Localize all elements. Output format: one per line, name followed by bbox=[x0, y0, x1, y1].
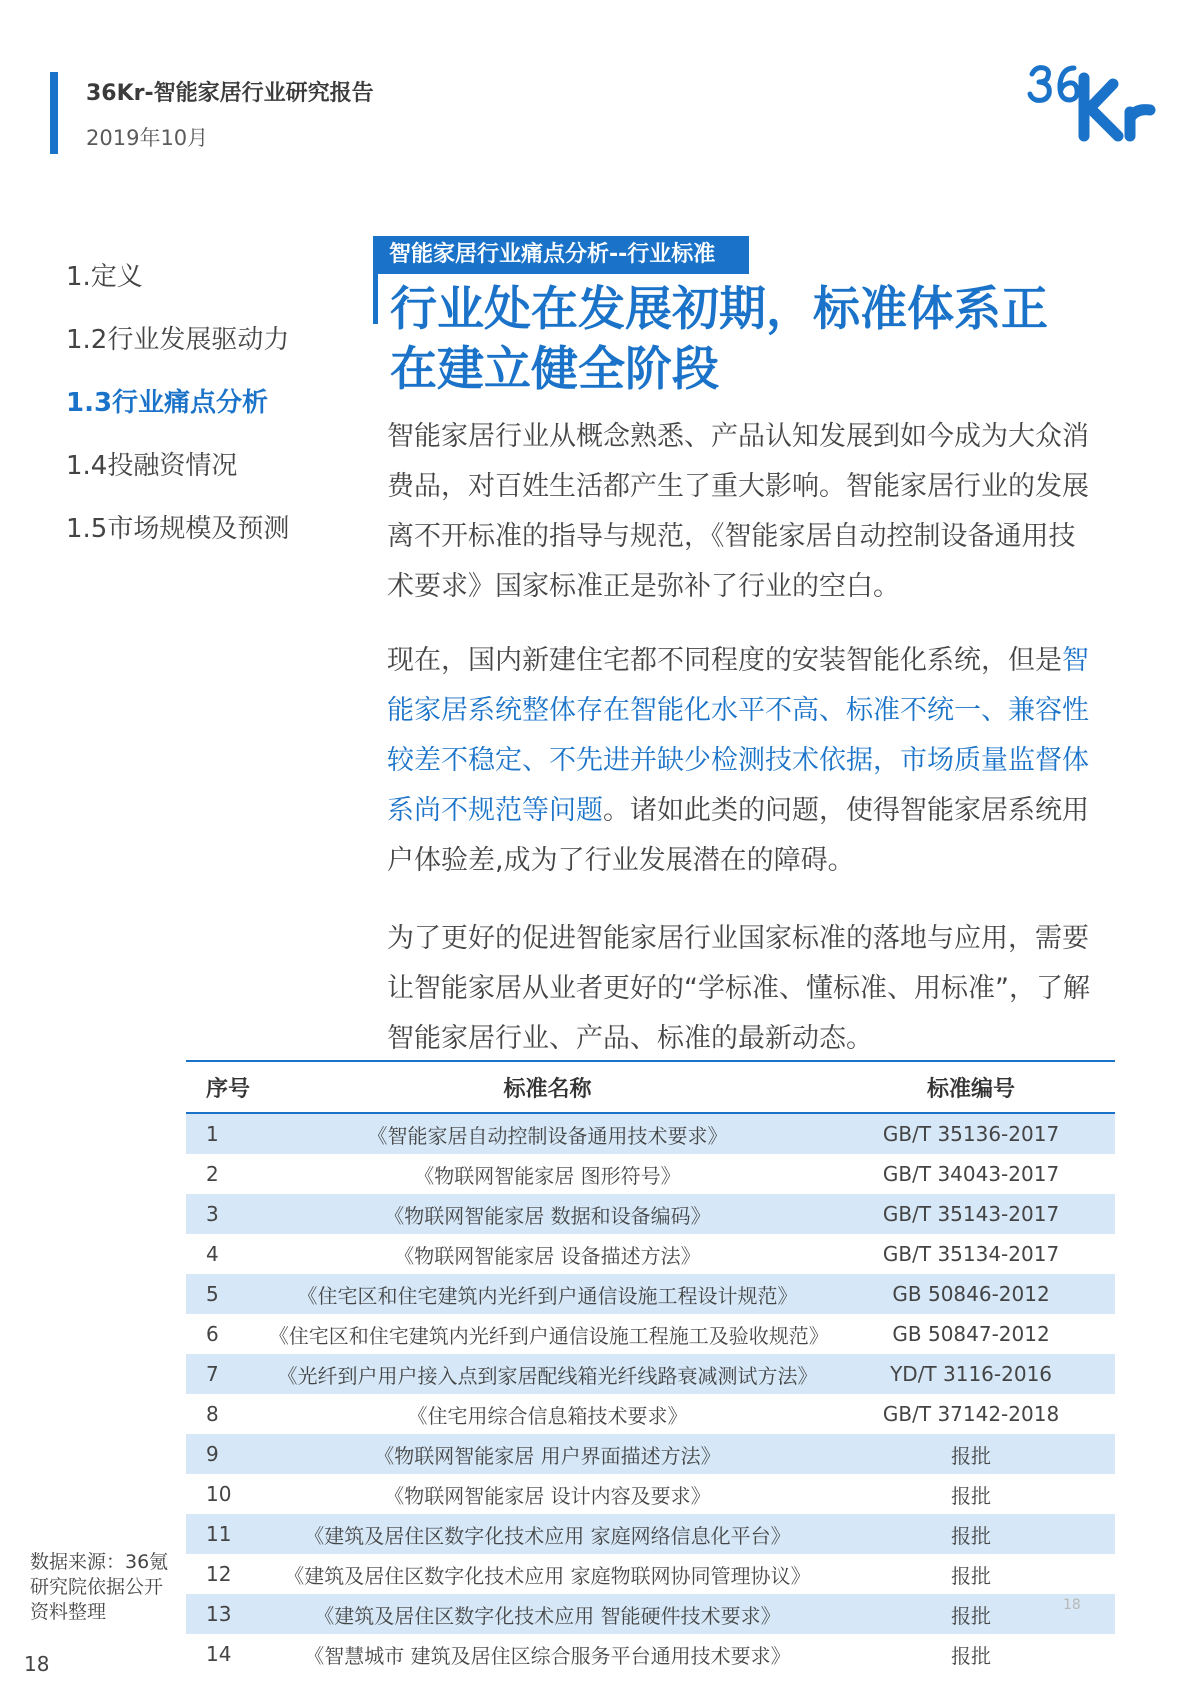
header-no: 序号 bbox=[206, 1076, 251, 1102]
row-number: 13 bbox=[206, 1602, 232, 1626]
headline-accent-bar bbox=[373, 274, 378, 324]
standard-code: GB/T 35143-2017 bbox=[882, 1202, 1060, 1226]
table-row bbox=[186, 1634, 1115, 1674]
nav-item-drivers[interactable]: 1.2行业发展驱动力 bbox=[66, 325, 290, 355]
standard-name: 《建筑及居住区数字化技术应用 智能硬件技术要求》 bbox=[314, 1603, 781, 1628]
table-row bbox=[186, 1234, 1115, 1274]
standard-code: GB/T 35136-2017 bbox=[882, 1122, 1060, 1146]
standard-code: YD/T 3116-2016 bbox=[890, 1362, 1053, 1386]
table-row bbox=[186, 1554, 1115, 1594]
header-name: 标准名称 bbox=[503, 1076, 592, 1102]
row-number: 14 bbox=[206, 1642, 232, 1666]
standard-code: 报批 bbox=[951, 1603, 992, 1628]
chapter-nav bbox=[66, 262, 289, 577]
headline bbox=[390, 280, 1130, 400]
report-date: 2019年10月 bbox=[86, 126, 209, 150]
row-number: 1 bbox=[206, 1122, 219, 1146]
nav-item-definition[interactable]: 1.定义 bbox=[66, 262, 143, 292]
page-marker: 18 bbox=[1063, 1597, 1081, 1613]
table-row bbox=[186, 1154, 1115, 1194]
table-row bbox=[186, 1394, 1115, 1434]
paragraph-1: 智能家居行业从概念熟悉、产品认知发展到如今成为大众消费品，对百姓生活都产生了重大影响。智能家居行业的发展离不开标准的指导与规范，《智能家居自动控制设备通用技术要求》国家标准正是弥补了行业的空白。 bbox=[387, 421, 1089, 602]
row-number: 3 bbox=[206, 1202, 219, 1226]
row-number: 6 bbox=[206, 1322, 219, 1346]
standard-name: 《住宅区和住宅建筑内光纤到户通信设施工程设计规范》 bbox=[297, 1283, 798, 1308]
table-row bbox=[186, 1474, 1115, 1514]
data-source-note: 数据来源：36氪研究院依据公开资料整理 bbox=[30, 1551, 169, 1623]
standard-name: 《建筑及居住区数字化技术应用 家庭物联网协同管理协议》 bbox=[284, 1563, 811, 1588]
page-number: 18 bbox=[24, 1652, 50, 1676]
header-code: 标准编号 bbox=[927, 1076, 1016, 1102]
headline-line-2: 在建立健全阶段 bbox=[390, 342, 719, 397]
standard-code: GB/T 34043-2017 bbox=[882, 1162, 1060, 1186]
standard-code: 报批 bbox=[951, 1523, 992, 1548]
table-row bbox=[186, 1434, 1115, 1474]
table-row bbox=[186, 1113, 1115, 1154]
header-accent-bar bbox=[50, 72, 58, 154]
standard-name: 《智慧城市 建筑及居住区综合服务平台通用技术要求》 bbox=[304, 1643, 791, 1668]
row-number: 10 bbox=[206, 1482, 232, 1506]
standard-code: 报批 bbox=[951, 1443, 992, 1468]
standard-name: 《建筑及居住区数字化技术应用 家庭网络信息化平台》 bbox=[304, 1523, 791, 1548]
paragraph-2-outro: 。诸如此类的问题，使得智能家居系统用户体验差,成为了行业发展潜在的障碍。 bbox=[387, 795, 1089, 876]
standard-code: 报批 bbox=[951, 1563, 992, 1588]
standard-name: 《物联网智能家居 图形符号》 bbox=[414, 1163, 681, 1188]
standards-table bbox=[186, 1060, 1115, 1674]
row-number: 9 bbox=[206, 1442, 219, 1466]
row-number: 11 bbox=[206, 1522, 232, 1546]
standard-name: 《物联网智能家居 设计内容及要求》 bbox=[384, 1483, 711, 1508]
paragraph-2-highlight: 智能家居系统整体存在智能化水平不高、标准不统一、兼容性较差不稳定、不先进并缺少检测技术依据，市场质量监督体系尚不规范等问题 bbox=[387, 645, 1089, 826]
standard-code: 报批 bbox=[951, 1483, 992, 1508]
standard-name: 《光纤到户用户接入点到家居配线箱光纤线路衰减测试方法》 bbox=[277, 1363, 818, 1388]
standard-code: GB/T 35134-2017 bbox=[882, 1242, 1060, 1266]
nav-item-investment[interactable]: 1.4投融资情况 bbox=[66, 451, 238, 481]
standard-code: 报批 bbox=[951, 1643, 992, 1668]
table-row bbox=[186, 1314, 1115, 1354]
table-body bbox=[186, 1113, 1115, 1674]
standard-name: 《物联网智能家居 用户界面描述方法》 bbox=[374, 1443, 721, 1468]
nav-item-market-size[interactable]: 1.5市场规模及预测 bbox=[66, 514, 290, 544]
row-number: 4 bbox=[206, 1242, 219, 1266]
row-number: 2 bbox=[206, 1162, 219, 1186]
table-row bbox=[186, 1514, 1115, 1554]
standard-code: GB 50847-2012 bbox=[892, 1322, 1050, 1346]
nav-item-pain-points[interactable]: 1.3行业痛点分析 bbox=[66, 388, 269, 418]
table-header-row bbox=[186, 1061, 1115, 1113]
table-row bbox=[186, 1354, 1115, 1394]
section-tag: 智能家居行业痛点分析--行业标准 bbox=[373, 236, 749, 274]
paragraph-2 bbox=[387, 636, 1095, 886]
table-row bbox=[186, 1274, 1115, 1314]
row-number: 7 bbox=[206, 1362, 219, 1386]
36kr-logo bbox=[1026, 56, 1156, 146]
row-number: 8 bbox=[206, 1402, 219, 1426]
standard-code: GB 50846-2012 bbox=[892, 1282, 1050, 1306]
paragraph-3: 为了更好的促进智能家居行业国家标准的落地与应用，需要让智能家居从业者更好的“学标准、懂标准、用标准”，了解智能家居行业、产品、标准的最新动态。 bbox=[387, 923, 1090, 1054]
report-title: 36Kr-智能家居行业研究报告 bbox=[86, 81, 374, 106]
paragraph-2-intro: 现在，国内新建住宅都不同程度的安装智能化系统，但是 bbox=[387, 645, 1062, 676]
standard-name: 《智能家居自动控制设备通用技术要求》 bbox=[367, 1123, 728, 1148]
table-row bbox=[186, 1194, 1115, 1234]
standard-name: 《住宅用综合信息箱技术要求》 bbox=[407, 1403, 688, 1428]
standard-name: 《物联网智能家居 数据和设备编码》 bbox=[384, 1203, 711, 1228]
table-row bbox=[186, 1594, 1115, 1634]
standard-name: 《住宅区和住宅建筑内光纤到户通信设施工程施工及验收规范》 bbox=[268, 1323, 829, 1348]
standard-name: 《物联网智能家居 设备描述方法》 bbox=[394, 1243, 701, 1268]
row-number: 12 bbox=[206, 1562, 232, 1586]
standard-code: GB/T 37142-2018 bbox=[882, 1402, 1060, 1426]
row-number: 5 bbox=[206, 1282, 219, 1306]
headline-line-1: 行业处在发展初期，标准体系正 bbox=[390, 282, 1048, 337]
